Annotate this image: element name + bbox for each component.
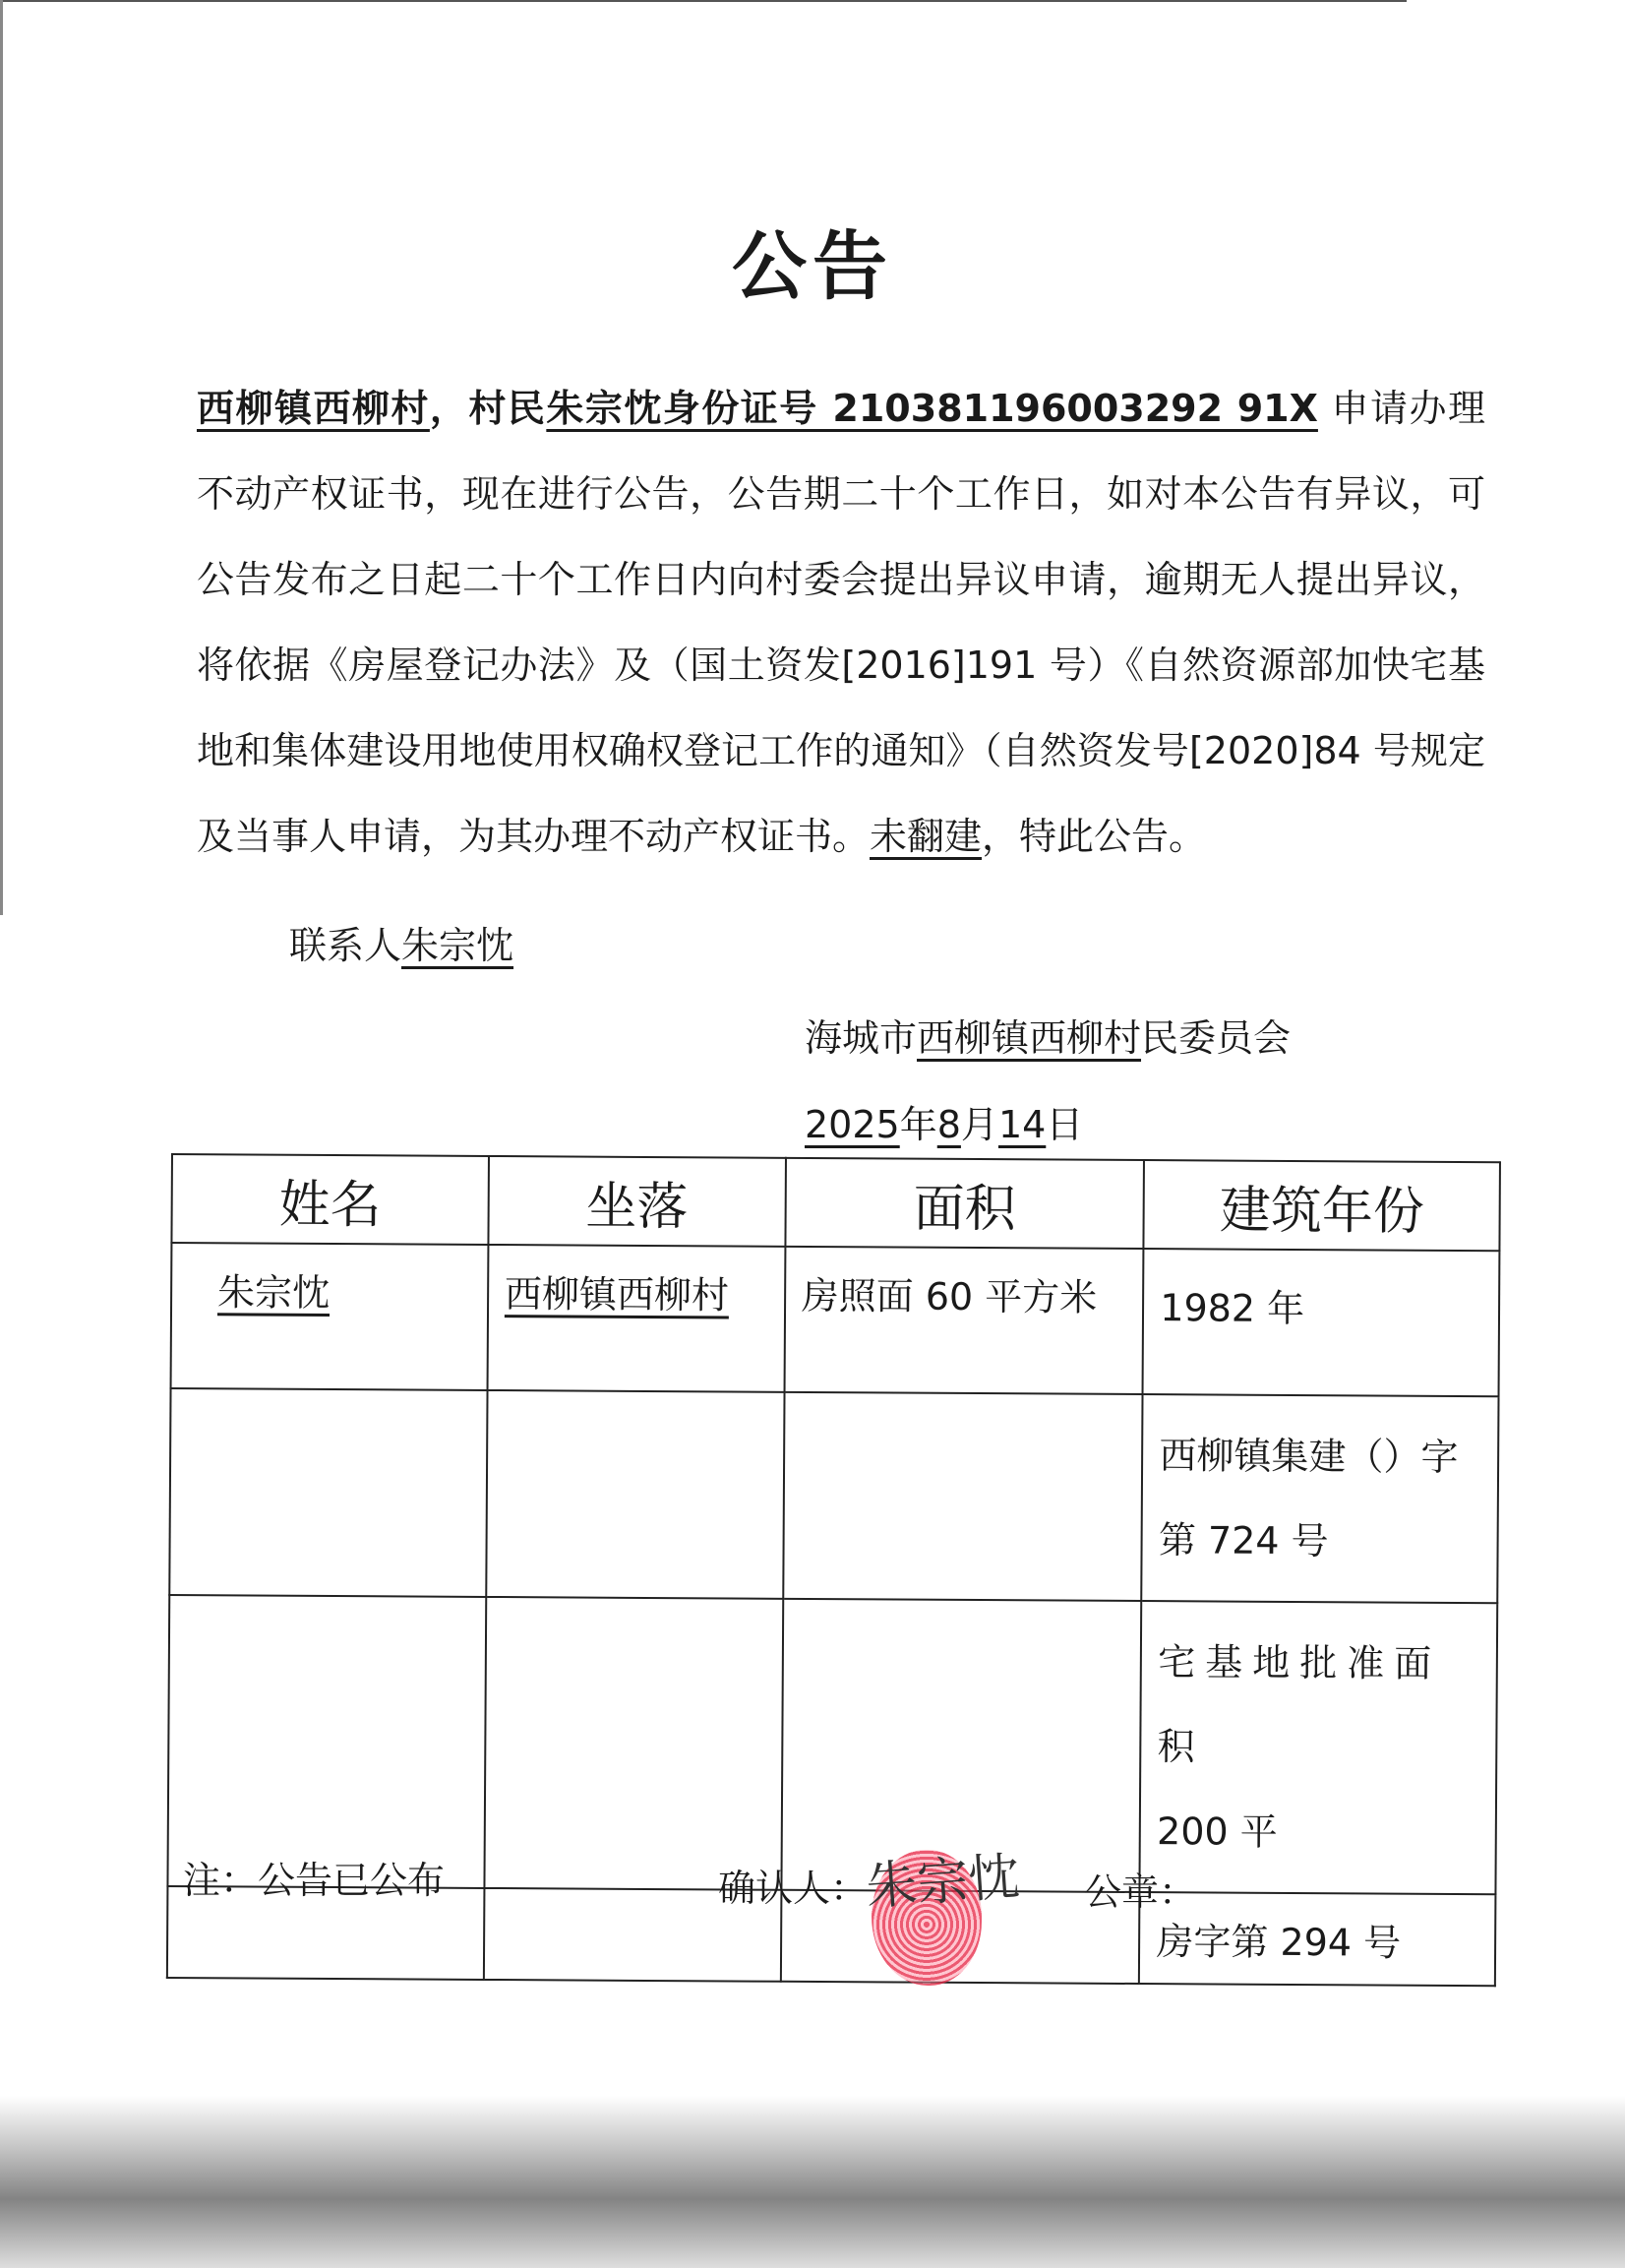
- certificate-line1: 西柳镇集建（）字: [1159, 1434, 1459, 1479]
- certificate-line2: 第 724 号: [1158, 1518, 1329, 1563]
- cell-certificate: [1142, 1394, 1499, 1603]
- page-title: 公告: [732, 222, 893, 310]
- cell-empty: [169, 1388, 487, 1597]
- contact-label: 联系人: [289, 924, 402, 967]
- contact-name: 朱宗忱: [401, 924, 514, 967]
- contact-line: [289, 915, 513, 969]
- table-header-row: [171, 1154, 1500, 1251]
- date-line: [805, 1094, 1083, 1148]
- handwritten-signature: 朱宗忱: [864, 1847, 1022, 1918]
- location-value: 西柳镇西柳村: [504, 1272, 730, 1318]
- cell-location: [487, 1245, 785, 1392]
- cell-approved-area: [1140, 1601, 1498, 1894]
- approved-area-line2: 200 平: [1156, 1809, 1278, 1854]
- scan-left-edge: [0, 0, 3, 915]
- date-month: 8: [936, 1103, 961, 1146]
- cell-empty: [484, 1597, 783, 1890]
- header-build-year: 建筑年份: [1144, 1160, 1500, 1251]
- applicant-id: 朱宗忱身份证号 210381196003292 91X: [546, 387, 1318, 430]
- cell-name: [171, 1243, 489, 1390]
- cell-empty: [486, 1390, 784, 1599]
- scan-edge-line: [0, 0, 1407, 2]
- notice-body: [197, 366, 1485, 880]
- date-month-unit: 月: [960, 1103, 998, 1146]
- footer-note: 注：公告已公布: [183, 1859, 446, 1902]
- table-row: [171, 1243, 1500, 1396]
- org-village: 西柳镇西柳村: [917, 1016, 1142, 1060]
- org-suffix: 民委员会: [1141, 1016, 1292, 1060]
- cell-empty: [167, 1595, 486, 1888]
- header-location: 坐落: [488, 1156, 785, 1247]
- comma: ，: [429, 387, 469, 430]
- organization-line: [805, 1008, 1291, 1062]
- notice-text: 申请办理不动产权证书，现在进行公告，公告期二十个工作日，如对本公告有异议，可公告发布之日起二十个工作日内向村委会提出异议申请，逾期无人提出异议，将依据《房屋登记办法》及（国土资发[2016]191 号）《自然资源部加快宅基地和集体建设用地使用权确权登记工作的通知》（自然资发号[2020]84 号规定及当事人申请，为其办理不动产权证书。: [197, 387, 1485, 858]
- cell-empty: [783, 1392, 1143, 1601]
- date-day: 14: [997, 1103, 1047, 1146]
- build-year-value: 1982 年: [1160, 1286, 1305, 1331]
- stamp-label: 公章：: [1084, 1870, 1197, 1914]
- approved-area-line1: 宅基地批准面积: [1157, 1640, 1442, 1769]
- header-name: 姓名: [171, 1154, 488, 1245]
- notice-ending: ，特此公告。: [982, 815, 1207, 858]
- villager-prefix: 村民: [468, 387, 547, 430]
- cell-house-number: 房字第 294 号: [1139, 1892, 1495, 1986]
- village-name: 西柳镇西柳村: [197, 387, 430, 430]
- owner-name: 朱宗忱: [217, 1270, 331, 1315]
- confirm-label: 确认人：: [718, 1867, 869, 1910]
- org-prefix: 海城市: [805, 1016, 918, 1060]
- cell-area: 房照面 60 平方米: [784, 1247, 1144, 1394]
- cell-build-year: [1143, 1249, 1500, 1396]
- date-year: 2025: [805, 1103, 900, 1146]
- unrebuilt-note: 未翻建: [870, 815, 983, 858]
- date-day-unit: 日: [1046, 1103, 1084, 1146]
- date-year-unit: 年: [899, 1103, 937, 1146]
- table-row: [169, 1388, 1498, 1603]
- header-area: 面积: [785, 1158, 1144, 1249]
- scan-bottom-shadow: [0, 2096, 1625, 2268]
